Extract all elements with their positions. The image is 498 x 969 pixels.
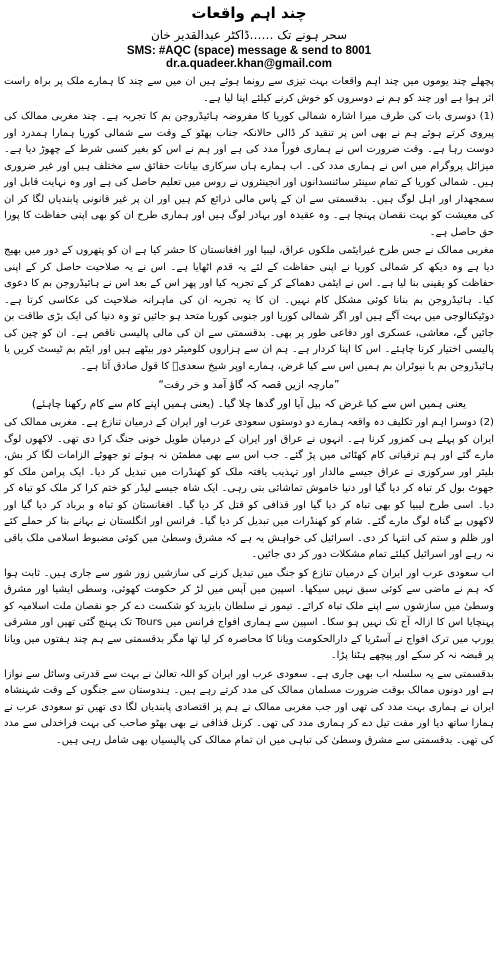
paragraph-closing: بدقسمتی سے یہ سلسلہ اب بھی جاری ہے۔ سعودی عرب اور ایران کو اللہ تعالیٰ نے بہت سے قدرتی وسائل سے نوازا ہے اور دونوں ممالک بوقت ضرورت مسلمان ممالک کی مدد کرتے رہے ہیں۔ ہندوستان سے جنگوں کے وقت شہنشاہ ایران نے ہماری بہت مدد کی تھی اور جب مغربی ممالک نے ہم پر اقتصادی پابندیاں لگا دی تھیں تو سعودی عرب نے ہمارا ساتھ دیا اور مفت تیل دے کر ہماری مدد کی تھی۔ کرنل قذافی نے بھی بھٹو صاحب کی بہت فراخدلی سے مدد کی تھی۔ بدقسمتی سے مشرق وسطیٰ کی تباہی میں ان تمام ممالک کی پالیسیاں بھی شامل رہی ہیں۔ — [4, 668, 494, 746]
quote-translation: یعنی ہمیں اس سے کیا غرض کہ بیل آیا اور گدھا چلا گیا۔ (یعنی ہمیں اپنے کام سے کام رکھنا چاہئے) — [31, 398, 467, 410]
paragraph-western-countries: مغربی ممالک نے جس طرح غیرایٹمی ملکوں عراق، لیبیا اور افغانستان کا حشر کیا ہے ان کو پتھروں کے دور میں بھیج دیا ہے وہ دیکھ کر شمالی کوریا نے اپنی حفاظت کے لئے یہ قدم اٹھایا ہے۔ اس نے یہ صلاحیت حاصل کر کے اپنی حفاظت کو یقینی بنا لیا ہے۔ اس نے ایٹمی دھماکے کر کے تجربہ کیا اور پھر اس کے بعد اس نے ہائیڈروجن بم کا دعوی کیا۔ ہائیڈروجن بم بنانا کوئی مشکل کام نہیں۔ ان کا یہ تجربہ ان کی ماہرانہ صلاحیت کی عکاسی کرتا ہے۔ دوٹیکنالوجی میں بہت آگے ہیں اور اگر شمالی کوریا اور جنوبی کوریا متحد ہو جائیں تو وہ دنیا کی ایک بڑی طاقت بن جائیں گے، معاشی، عسکری اور دفاعی طور پر بھی۔ بدقسمتی سے ان کی مالی پالیسی ناقص ہے۔ ان کو چین کی پالیسی اختیار کرنا چاہئے۔ اس کا اپنا کردار ہے۔ ہم ان سے ہزاروں کلومیٹر دور بیٹھے ہیں اور ایٹم بم ٹیسٹ کریں یا ہائیڈروجن بم یا نیوٹران بم ہمیں اس سے کیا غرض، ہمارے اوپر شیخ سعدیؒ کا قول صادق آتا ہے۔ — [4, 245, 494, 372]
paragraph-intro: پچھلے چند یوموں میں چند اہم واقعات بہت تیزی سے رونما ہوئے ہیں ان میں سے چند کا ہمارے ملک پر براہ راست اثر ہوا ہے اور چند کو ہم نے دوسروں کو خوش کرنے کیلئے اپنا لیا ہے۔ — [4, 76, 494, 104]
persian-quote: ”مارچہ ازیں قصہ کہ گاؤ آمد و خر رفت“ — [158, 379, 340, 391]
author-email: dr.a.quadeer.khan@gmail.com — [166, 58, 332, 70]
paragraph-saudi-iran: (2) دوسرا اہم اور تکلیف دہ واقعہ ہمارے دو دوستوں سعودی عرب اور ایران کے درمیان تنازع ہے۔ مغربی ممالک کی ایران کو پہلے ہی کمزور کرنا ہے۔ انہوں نے عراق اور ایران کے درمیان طویل خونی جنگ کرا دی تھی۔ لاکھوں لوگ مارے گئے اور ہم ترقیاتی کام کھٹائی میں پڑ گئے۔ جب اس سے بھی مطمئن نہ ہوئے تو جھوٹے الزامات لگا کر بش، بلیئر اور سرکوزی نے عراق جیسے مالدار اور تہذیب یافتہ ملک کو کھنڈرات میں تبدیل کر دیا۔ ایک پرامن ملک کو جھوٹ بول کر تباہ کر دیا گیا اور دنیا خاموش تماشائی بنی رہی۔ ایک شاہ جیسے لیڈر کو ختم کرا کر ملک کو تباہ کر دیا۔ اسی طرح لیبیا کو بھی تباہ کر دیا گیا اور قذافی کو قتل کر دیا گیا۔ افغانستان کو تباہ و برباد کر دیا گیا اور لاکھوں بے گناہ لوگ مارے گئے۔ شام کو کھنڈرات میں تبدیل کر دیا گیا۔ فرانس اور انگلستان نے بہانے بنا کر حملے کئے اور ظلم و ستم کی انتہا کر دی۔ اسرائیل کی خواہش یہ ہے کہ مشرق وسطیٰ میں کوئی مضبوط اسلامی ملک باقی نہ رہے اور اسرائیل کیلئے تمام مشکلات دور کر دی جائیں۔ — [4, 417, 494, 560]
article-byline: سحر ہونے تک ……ڈاکٹر عبدالقدیر خان — [150, 28, 348, 42]
article — [4, 2, 494, 967]
sms-line: SMS: #AQC (space) message & send to 8001 — [126, 45, 372, 57]
paragraph-conflict: اب سعودی عرب اور ایران کے درمیان تنازع کو جنگ میں تبدیل کرنے کی سازشیں زور شور سے جاری ہیں۔ ثابت ہوا کہ ہم نے ماضی سے کوئی سبق نہیں سیکھا۔ اسپین میں آپس میں لڑ کر حکومت کھوئی، وسطی ایشیا اور مشرق وسطیٰ میں سازشوں سے اپنے ملک تباہ کرائے۔ تیمور نے سلطان بایزید کو شکست دے کر جو نقصان ملت اسلامیہ کو پہنچایا اس کا ازالہ آج تک نہیں ہو سکا۔ اسپین سے ہماری افواج فرانس میں Tours تک پہنچ گئی تھیں اور مشرقی یورپ میں ترک افواج نے آسٹریا کے دارالحکومت ویانا کا محاصرہ کر لیا تھا مگر بدقسمتی سے ہم چند ہفتوں میں ویانا پر قبضہ نہ کر سکے اور پیچھے ہٹنا پڑا۔ — [4, 567, 494, 661]
paragraph-north-korea: (1) دوسری بات کی طرف میرا اشارہ شمالی کوریا کا مفروضہ ہائیڈروجن بم کا تجربہ ہے۔ چند مغربی ممالک کی پیروی کرتے ہوئے ہم نے بھی اس پر تنقید کر ڈالی حالانکہ جناب بھٹو کے وقت سے شمالی کوریا ہمارا ہمدرد اور دوست رہا ہے۔ وقت ضرورت اس نے ہماری فوراً مدد کی ہے اور ہم نے اس کو بغیر کسی شرط کے چھوڑ دیا ہے۔ میزائل پروگرام میں اس نے ہماری مدد کی۔ اب ہمارے ہاں سرکاری بیانات حقائق سے مختلف ہیں اور غیر ضروری ہیں۔ شمالی کوریا کے تمام سینئر سائنسدانوں اور انجینئروں نے روس میں تعلیم حاصل کی ہے اور وہ نہایت قابل اور سمجھدار اور اہل لوگ ہیں۔ بدقسمتی سے ان کے پاس مالی ذرائع کم ہیں اور ان پر غیر قانونی پابندیاں لگا کر ان کی معیشت کو بہت نقصان پہنچا ہے۔ وہ عقیدہ اور بہادر لوگ ہیں اور ہماری طرح ان کو بھی اپنی حفاظت کا پورا حق حاصل ہے۔ — [4, 111, 494, 238]
article-title: چند اہم واقعات — [191, 4, 307, 22]
